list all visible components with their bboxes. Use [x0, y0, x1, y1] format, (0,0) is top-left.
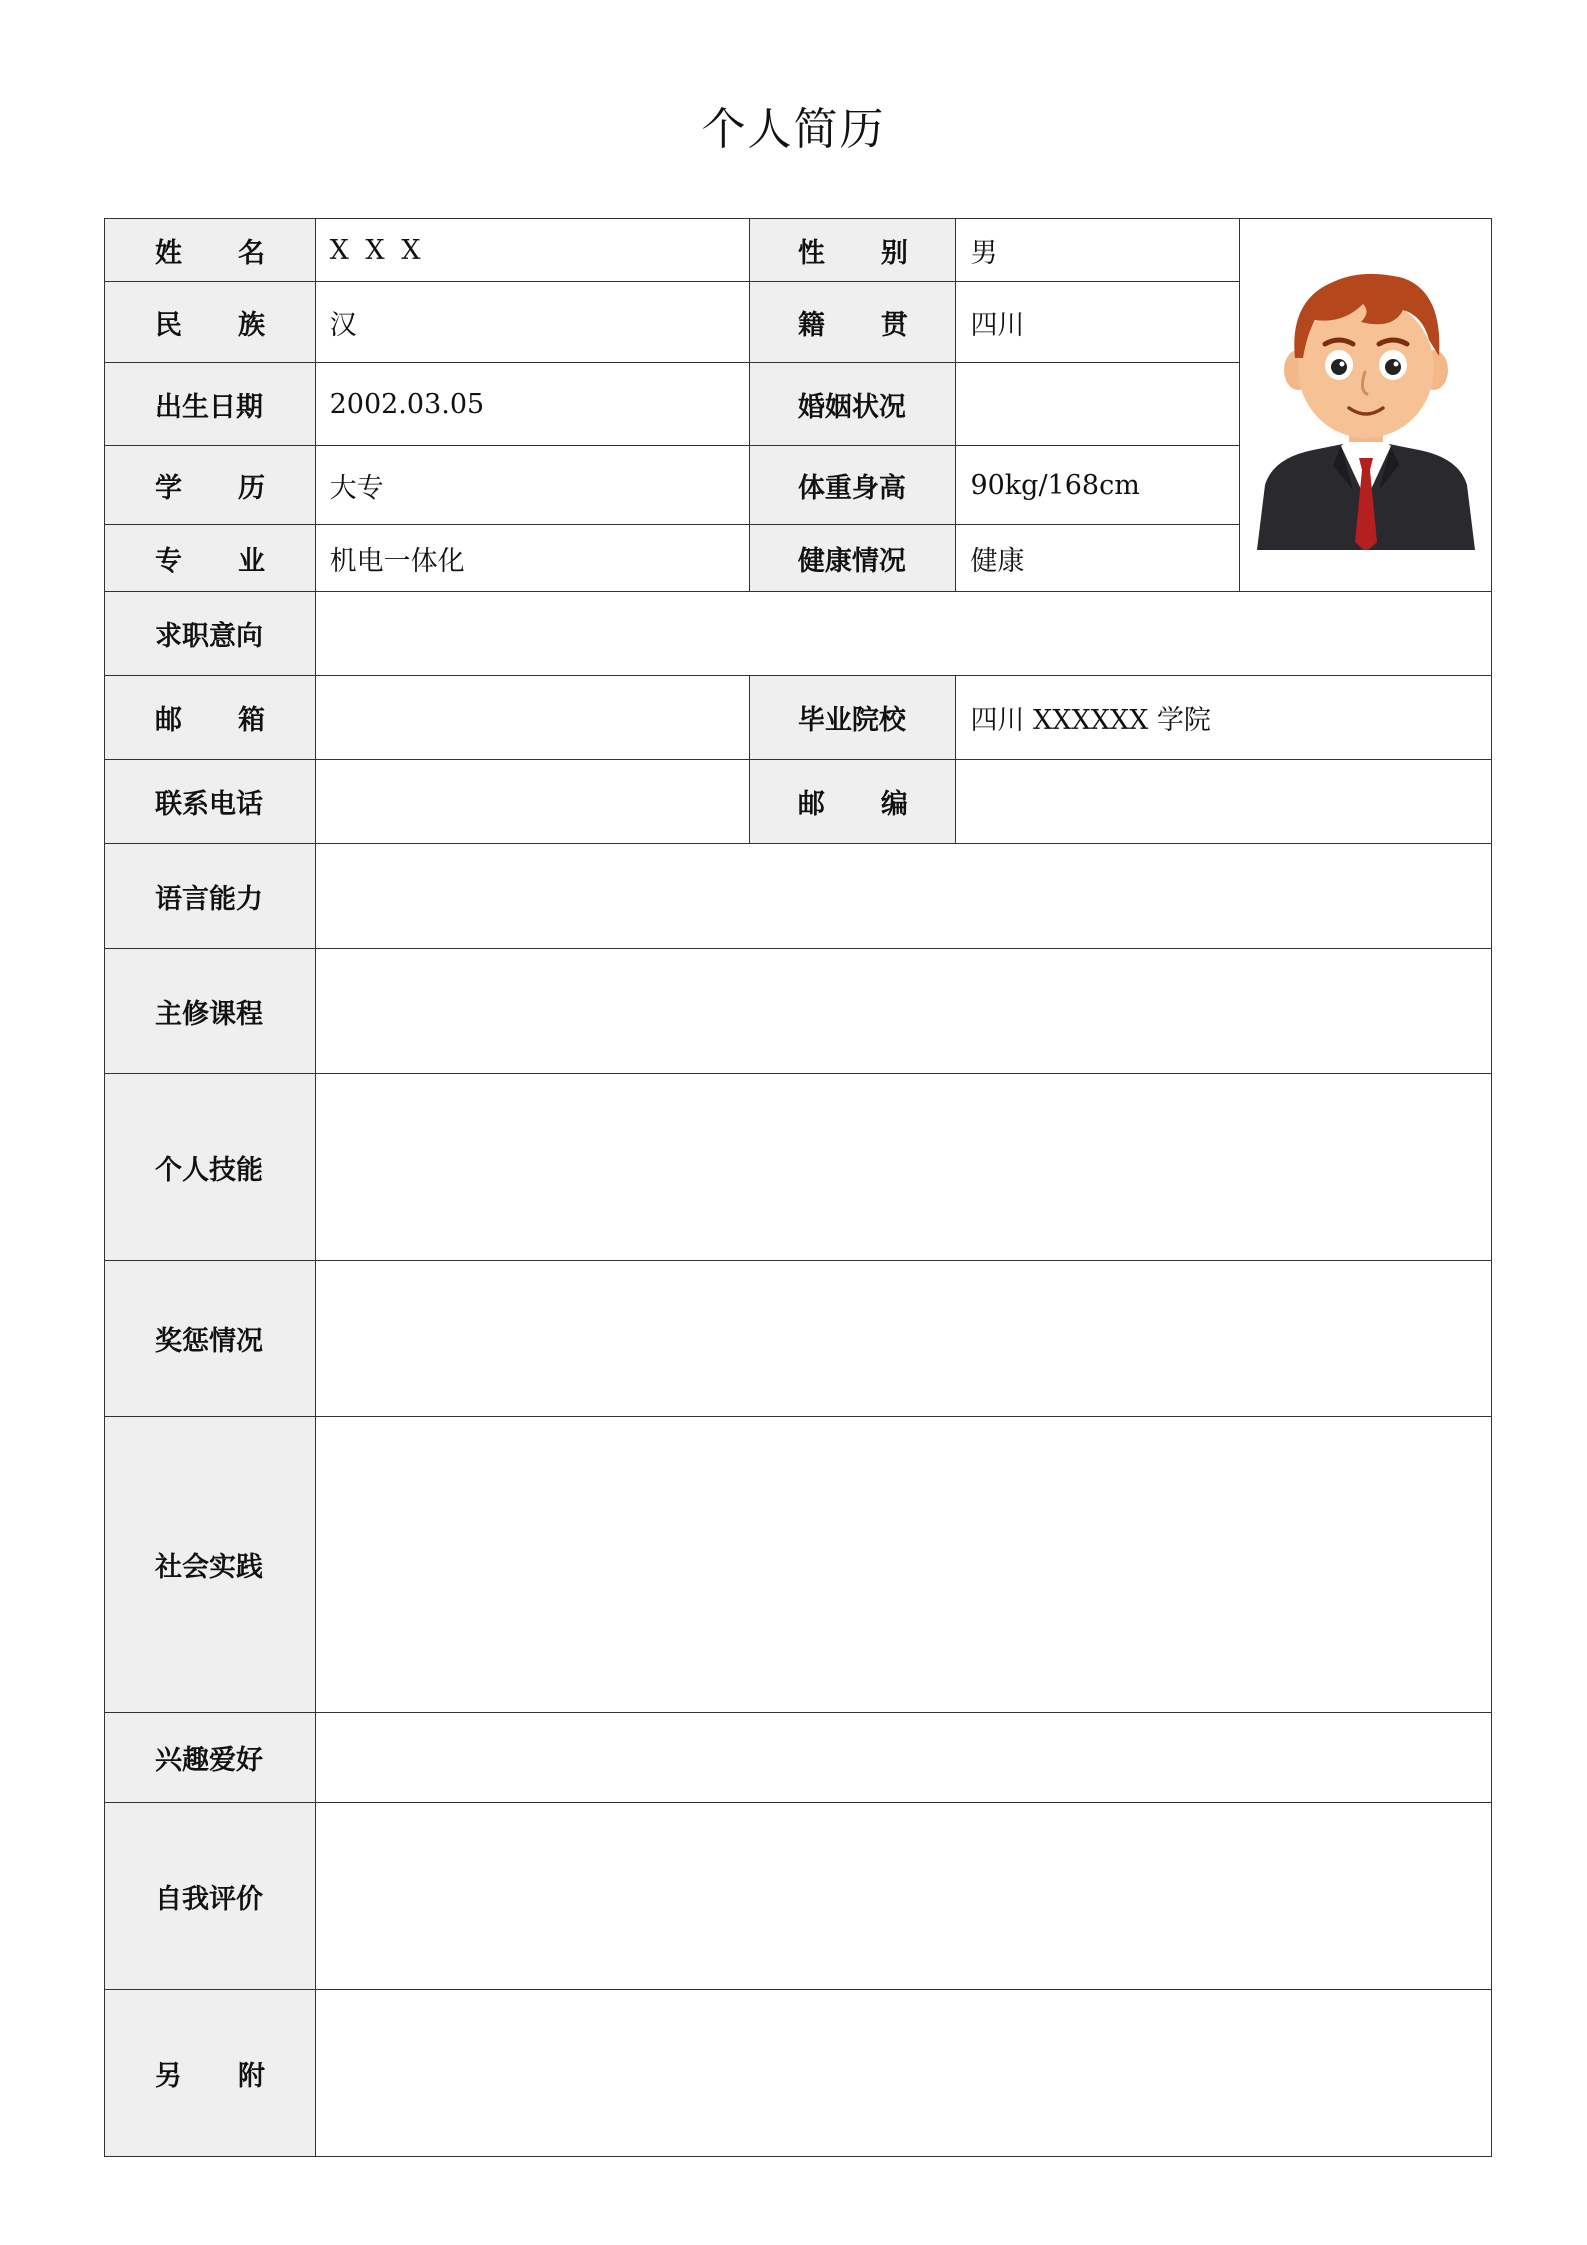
- email-field[interactable]: [315, 676, 749, 760]
- school-field[interactable]: 四川 XXXXXX 学院: [956, 676, 1492, 760]
- table-row: [105, 949, 1492, 1074]
- gender-label: [749, 219, 956, 282]
- table-row: [105, 219, 1492, 282]
- hobbies-field[interactable]: [315, 1713, 1491, 1803]
- resume-table: [104, 218, 1492, 2157]
- name-label-text: 姓 名: [155, 237, 265, 269]
- table-row: [105, 1417, 1492, 1713]
- job-intent-field[interactable]: [315, 592, 1491, 676]
- birth-date-label: 出生日期: [105, 363, 316, 446]
- appendix-label: [105, 1990, 316, 2157]
- native-place-field[interactable]: 四川: [956, 282, 1240, 363]
- education-field[interactable]: 大专: [315, 446, 749, 525]
- self-eval-field[interactable]: [315, 1803, 1491, 1990]
- awards-label: 奖惩情况: [105, 1261, 316, 1417]
- education-label: [105, 446, 316, 525]
- phone-label: 联系电话: [105, 760, 316, 844]
- practice-field[interactable]: [315, 1417, 1491, 1713]
- birth-date-field[interactable]: 2002.03.05: [315, 363, 749, 446]
- education-label-text: 学 历: [155, 472, 265, 504]
- phone-field[interactable]: [315, 760, 749, 844]
- weight-height-field[interactable]: 90kg/168cm: [956, 446, 1240, 525]
- postcode-label-text: 邮 编: [797, 789, 908, 820]
- skills-label: 个人技能: [105, 1074, 316, 1261]
- appendix-label-text: 另 附: [155, 2060, 265, 2092]
- email-label-text: 邮 箱: [155, 705, 265, 736]
- native-place-label-text: 籍 贯: [797, 309, 908, 341]
- ethnicity-label: [105, 282, 316, 363]
- major-label: [105, 525, 316, 592]
- table-row: [105, 1803, 1492, 1990]
- self-eval-label: 自我评价: [105, 1803, 316, 1990]
- marital-status-label: 婚姻状况: [749, 363, 956, 446]
- table-row: [105, 760, 1492, 844]
- table-row: [105, 592, 1492, 676]
- table-row: [105, 1074, 1492, 1261]
- native-place-label: [749, 282, 956, 363]
- postcode-field[interactable]: [956, 760, 1492, 844]
- weight-height-label: 体重身高: [749, 446, 956, 525]
- major-field[interactable]: 机电一体化: [315, 525, 749, 592]
- ethnicity-label-text: 民 族: [155, 309, 265, 341]
- photo-cell[interactable]: [1240, 219, 1492, 592]
- page-title: 个人简历: [701, 104, 886, 155]
- courses-field[interactable]: [315, 949, 1491, 1074]
- hobbies-label: 兴趣爱好: [105, 1713, 316, 1803]
- practice-label: 社会实践: [105, 1417, 316, 1713]
- table-row: [105, 844, 1492, 949]
- health-label: 健康情况: [749, 525, 956, 592]
- gender-field[interactable]: 男: [956, 219, 1240, 282]
- skills-field[interactable]: [315, 1074, 1491, 1261]
- name-field[interactable]: X X X: [315, 219, 749, 282]
- appendix-field[interactable]: [315, 1990, 1491, 2157]
- major-label-text: 专 业: [155, 545, 265, 577]
- ethnicity-field[interactable]: 汉: [315, 282, 749, 363]
- school-label: 毕业院校: [749, 676, 956, 760]
- job-intent-label: 求职意向: [105, 592, 316, 676]
- postcode-label: [749, 760, 956, 844]
- table-row: [105, 1713, 1492, 1803]
- gender-label-text: 性 别: [797, 237, 908, 269]
- table-row: [105, 1261, 1492, 1417]
- name-label: [105, 219, 316, 282]
- awards-field[interactable]: [315, 1261, 1491, 1417]
- avatar-icon: [1253, 260, 1479, 550]
- courses-label: 主修课程: [105, 949, 316, 1074]
- email-label: [105, 676, 316, 760]
- health-field[interactable]: 健康: [956, 525, 1240, 592]
- language-field[interactable]: [315, 844, 1491, 949]
- table-row: [105, 676, 1492, 760]
- language-label: 语言能力: [105, 844, 316, 949]
- marital-status-field[interactable]: [956, 363, 1240, 446]
- table-row: [105, 1990, 1492, 2157]
